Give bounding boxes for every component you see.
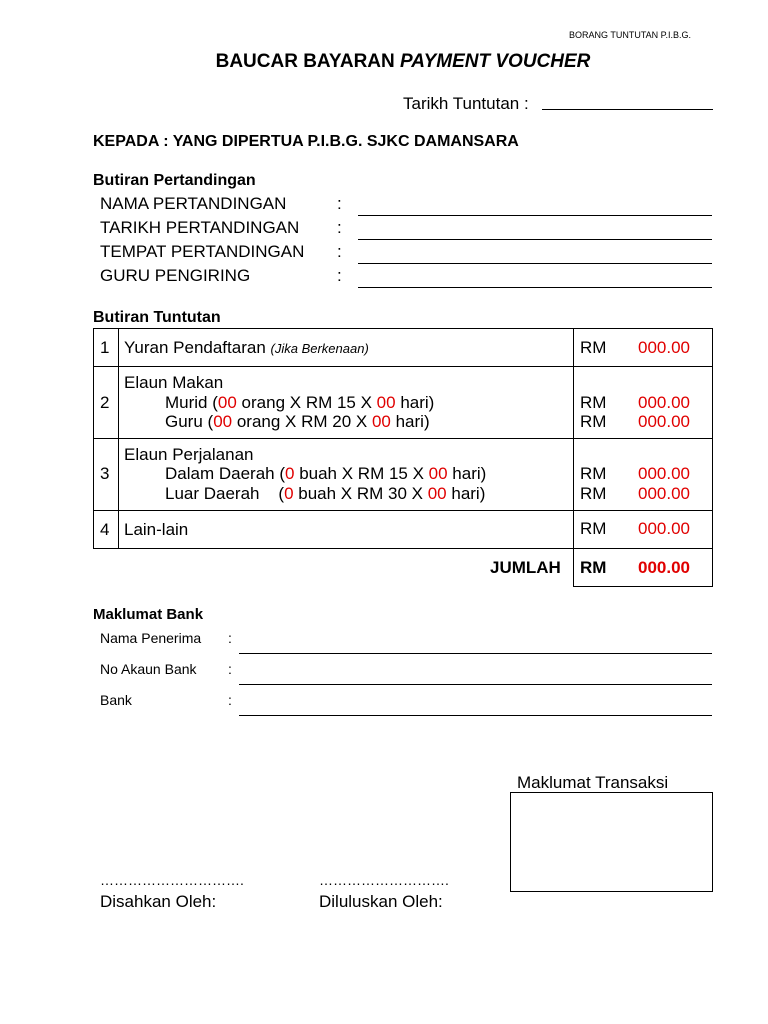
account-no-sep: : <box>228 661 232 677</box>
row1-amount: 000.00 <box>638 338 690 357</box>
row1-label: Yuran Pendaftaran (Jika Berkenaan) <box>124 338 369 357</box>
claim-date-label: Tarikh Tuntutan : <box>403 94 529 113</box>
claims-heading: Butiran Tuntutan <box>93 309 221 326</box>
bank-name-label: Bank <box>100 692 132 708</box>
form-code: BORANG TUNTUTAN P.I.B.G. <box>569 30 692 40</box>
row2-murid-line: Murid (00 orang X RM 15 X 00 hari) <box>165 393 435 412</box>
row3-luar-amount: 000.00 <box>638 484 690 503</box>
teacher-label: GURU PENGIRING <box>100 266 251 285</box>
competition-name-sep: : <box>337 194 342 213</box>
row2-guru-currency: RM <box>580 412 607 431</box>
bank-heading: Maklumat Bank <box>93 606 204 623</box>
bank-name-sep: : <box>228 692 232 708</box>
competition-venue-line[interactable] <box>358 263 712 264</box>
approved-signature-dots[interactable]: …………………………. <box>100 872 244 888</box>
row3-luar-line: Luar Daerah (0 buah X RM 30 X 00 hari) <box>165 484 486 503</box>
account-no-label: No Akaun Bank <box>100 661 197 677</box>
row4-no: 4 <box>100 520 110 539</box>
competition-name-line[interactable] <box>358 215 712 216</box>
row2-guru-amount: 000.00 <box>638 412 690 431</box>
row4-currency: RM <box>580 519 607 538</box>
row2-label: Elaun Makan <box>124 373 224 392</box>
bank-name-line[interactable] <box>239 715 712 716</box>
transaction-label: Maklumat Transaksi <box>517 773 669 792</box>
row3-dalam-line: Dalam Daerah (0 buah X RM 15 X 00 hari) <box>165 464 487 483</box>
competition-venue-sep: : <box>337 242 342 261</box>
row1-currency: RM <box>580 338 607 357</box>
competition-date-label: TARIKH PERTANDINGAN <box>100 218 300 237</box>
recipient-name-sep: : <box>228 630 232 646</box>
total-label: JUMLAH <box>490 558 561 577</box>
recipient: KEPADA : YANG DIPERTUA P.I.B.G. SJKC DAMANSARA <box>93 133 519 150</box>
competition-heading: Butiran Pertandingan <box>93 172 256 189</box>
competition-name-label: NAMA PERTANDINGAN <box>100 194 287 213</box>
row3-dalam-amount: 000.00 <box>638 464 690 483</box>
row4-amount: 000.00 <box>638 519 690 538</box>
row2-no: 2 <box>100 393 110 412</box>
approved-by-label: Disahkan Oleh: <box>100 892 217 911</box>
row3-dalam-currency: RM <box>580 464 607 483</box>
competition-venue-label: TEMPAT PERTANDINGAN <box>100 242 305 261</box>
row2-murid-currency: RM <box>580 393 607 412</box>
row3-luar-currency: RM <box>580 484 607 503</box>
competition-date-line[interactable] <box>358 239 712 240</box>
total-amount: 000.00 <box>638 558 690 577</box>
row3-no: 3 <box>100 464 110 483</box>
title-main: BAUCAR BAYARAN <box>215 51 401 72</box>
row2-murid-amount: 000.00 <box>638 393 690 412</box>
row1-no: 1 <box>100 338 110 357</box>
passed-signature-dots[interactable]: ………………………. <box>319 872 449 888</box>
row4-label: Lain-lain <box>124 520 189 539</box>
row2-guru-line: Guru (00 orang X RM 20 X 00 hari) <box>165 412 430 431</box>
teacher-line[interactable] <box>358 287 712 288</box>
competition-date-sep: : <box>337 218 342 237</box>
account-no-line[interactable] <box>239 684 712 685</box>
passed-by-label: Diluluskan Oleh: <box>319 892 443 911</box>
transaction-box[interactable] <box>510 792 713 892</box>
title-italic: PAYMENT VOUCHER <box>400 51 591 72</box>
teacher-sep: : <box>337 266 342 285</box>
page-title <box>0 51 768 73</box>
recipient-name-label: Nama Penerima <box>100 630 202 646</box>
row3-label: Elaun Perjalanan <box>124 445 254 464</box>
total-currency: RM <box>580 558 607 577</box>
recipient-name-line[interactable] <box>239 653 712 654</box>
row1-note: (Jika Berkenaan) <box>270 341 369 356</box>
claim-date-line[interactable] <box>542 109 713 110</box>
